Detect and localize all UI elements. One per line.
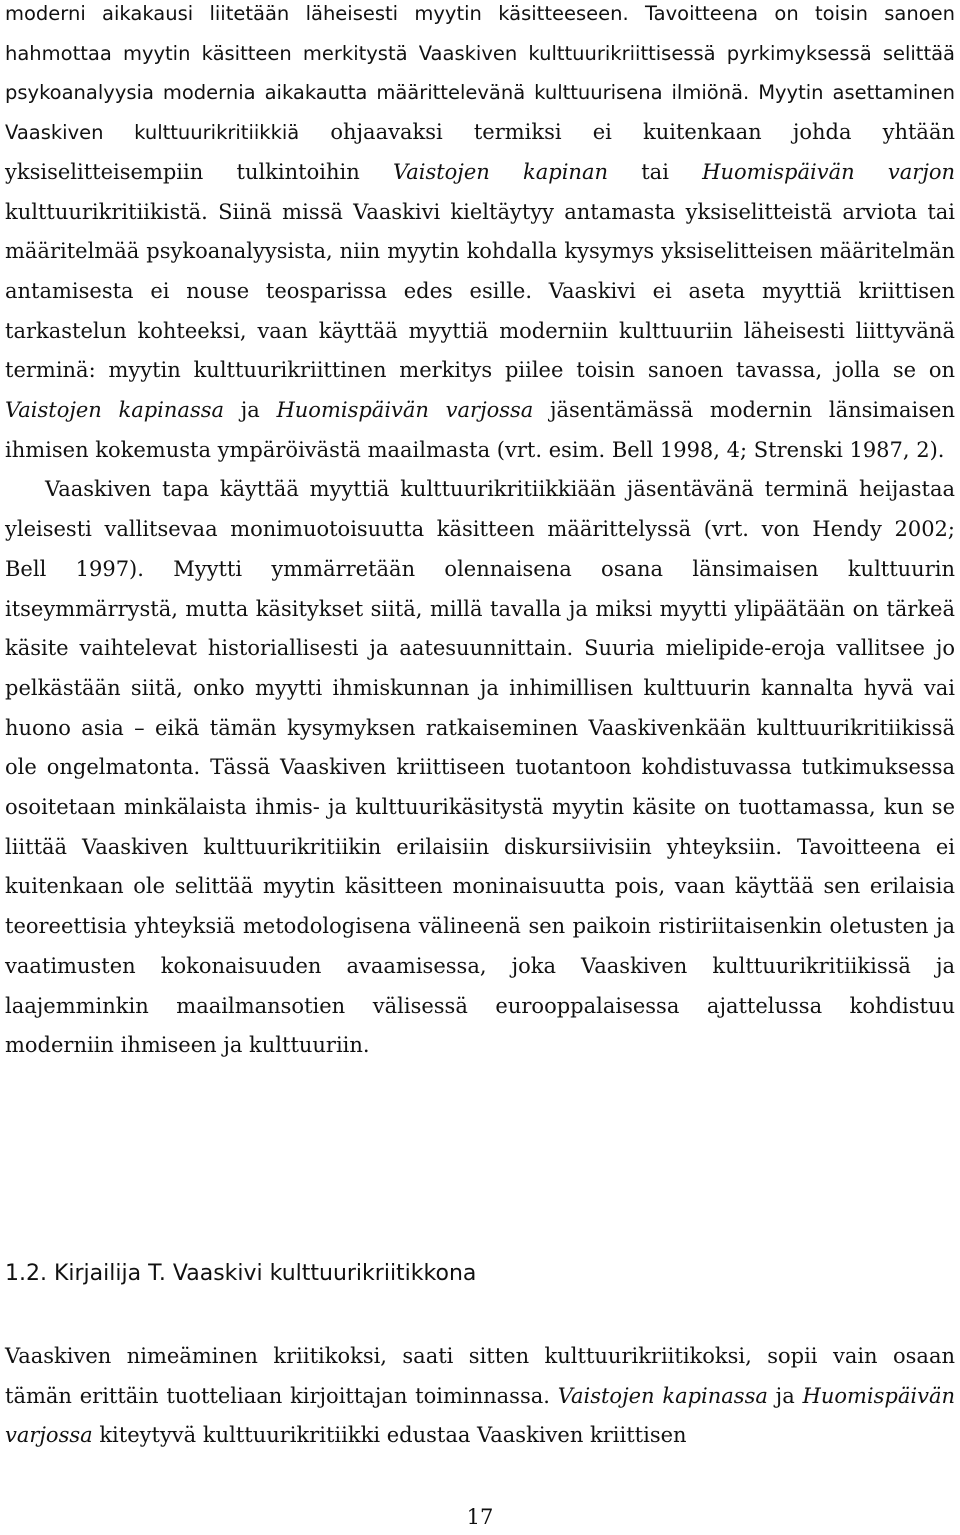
work-title-vaistojen-kapinan: Vaistojen kapinan <box>392 159 608 184</box>
paragraph-3-text-3: kiteytyvä kulttuurikritiikki edustaa Vaaskiven kriittisen <box>92 1423 687 1448</box>
body-paragraph-3 <box>5 1337 955 1456</box>
work-title-vaistojen-kapinassa-2: Vaistojen kapinassa <box>557 1383 768 1408</box>
paragraph-3-text-2: ja <box>767 1383 803 1408</box>
paragraph-1-text-5: Siinä missä Vaaskivi kieltäytyy antamasta yksiselitteistä arviota tai määritelmää psykoanalyysista, niin myytin kohdalla kysymys yksiselitteisen määritelmän antamisesta ei nouse teosparissa edes esille. Vaaskivi ei aseta myyttiä kriittisen tarkastelun kohteeksi, vaan käyttää myyttiä moderniin kulttuuriin läheisesti liittyvänä terminä: myytin kulttuurikriittinen merkitys piilee toisin sanoen tavassa, jolla se on <box>5 199 955 383</box>
paragraph-3-text-1: Vaaskiven nimeäminen kriitikoksi, saati sitten kulttuurikriitikoksi, sopii vain osaan tämän erittäin tuotteliaan kirjoittajan toiminnassa. <box>5 1344 955 1408</box>
section-heading: 1.2. Kirjailija T. Vaaskivi kulttuurikriitikkona <box>5 1261 477 1286</box>
paragraph-1-text-3: tai <box>608 159 703 184</box>
page-number: 17 <box>466 1505 494 1529</box>
paragraph-1-text-6: ja <box>224 398 277 423</box>
body-paragraph-1 <box>5 0 955 470</box>
paragraph-1-sans-segment: moderni aikakausi liitetään läheisesti myytin käsitteeseen. Tavoitteena on toisin sanoen hahmottaa myytin käsitteen merkitystä Vaaskiven kulttuurikriittisessä pyrkimyksessä selittää psykoanalyysia modernia aikakautta määrittelevänä kulttuurisena ilmiönä. Myytin asettaminen Vaaskiven kulttuurikritiikkiä <box>5 2 955 145</box>
work-title-vaistojen-kapinassa: Vaistojen kapinassa <box>5 398 225 423</box>
document-page <box>5 0 956 1448</box>
work-title-huomispaivan-varjossa: Huomispäivän varjossa <box>276 398 534 423</box>
work-title-huomispaivan-varjossa-2: Huomispäivän varjossa <box>5 1383 956 1448</box>
paragraph-1-text-2: ohjaavaksi termiksi ei kuitenkaan johda yhtään yksiselitteisempiin tulkintoihin <box>5 120 955 184</box>
paragraph-1-text-4: kulttuurikritiikistä. <box>5 199 208 224</box>
paragraph-1-text-7: jäsentämässä modernin länsimaisen ihmisen kokemusta ympäröivästä maailmasta (vrt. esim. Bell 1998, 4; Strenski 1987, 2). <box>5 398 955 462</box>
work-title-huomispaivan-varjon: Huomispäivän varjon <box>702 159 955 184</box>
body-paragraph-2: Vaaskiven tapa käyttää myyttiä kulttuurikritiikkiään jäsentävänä terminä heijastaa yleisesti vallitsevaa monimuotoisuutta käsitteen määrittelyssä (vrt. von Hendy 2002; Bell 1997). Myytti ymmärretään olennaisena osana länsimaisen kulttuurin itseymmärrystä, mutta käsitykset siitä, millä tavalla ja miksi myytti ylipäätään on tärkeä käsite vaihtelevat historiallisesti ja aatesuunnittain. Suuria mielipide-eroja vallitsee jo pelkästään siitä, onko myytti ihmiskunnan ja inhimillisen kulttuurin kannalta hyvä vai huono asia – eikä tämän kysymyksen ratkaiseminen Vaaskivenkään kulttuurikritiikissä ole ongelmatonta. Tässä Vaaskiven kriittiseen tuotantoon kohdistuvassa tutkimuksessa osoitetaan minkälaista ihmis- ja kulttuurikäsitystä myytin käsite on tuottamassa, kun se liittää Vaaskiven kulttuurikritiikin erilaisiin diskursiivisiin yhteyksiin. Tavoitteena ei kuitenkaan ole selittää myytin käsitteen moninaisuutta pois, vaan käyttää sen erilaisia teoreettisia yhteyksiä metodologisena välineenä sen paikoin ristiriitaisenkin oletusten ja vaatimusten kokonaisuuden avaamisessa, joka Vaaskiven kulttuurikritiikissä ja laajemminkin maailmansotien välisessä eurooppalaisessa ajattelussa kohdistuu moderniin ihmiseen ja kulttuuriin. <box>5 477 955 1058</box>
